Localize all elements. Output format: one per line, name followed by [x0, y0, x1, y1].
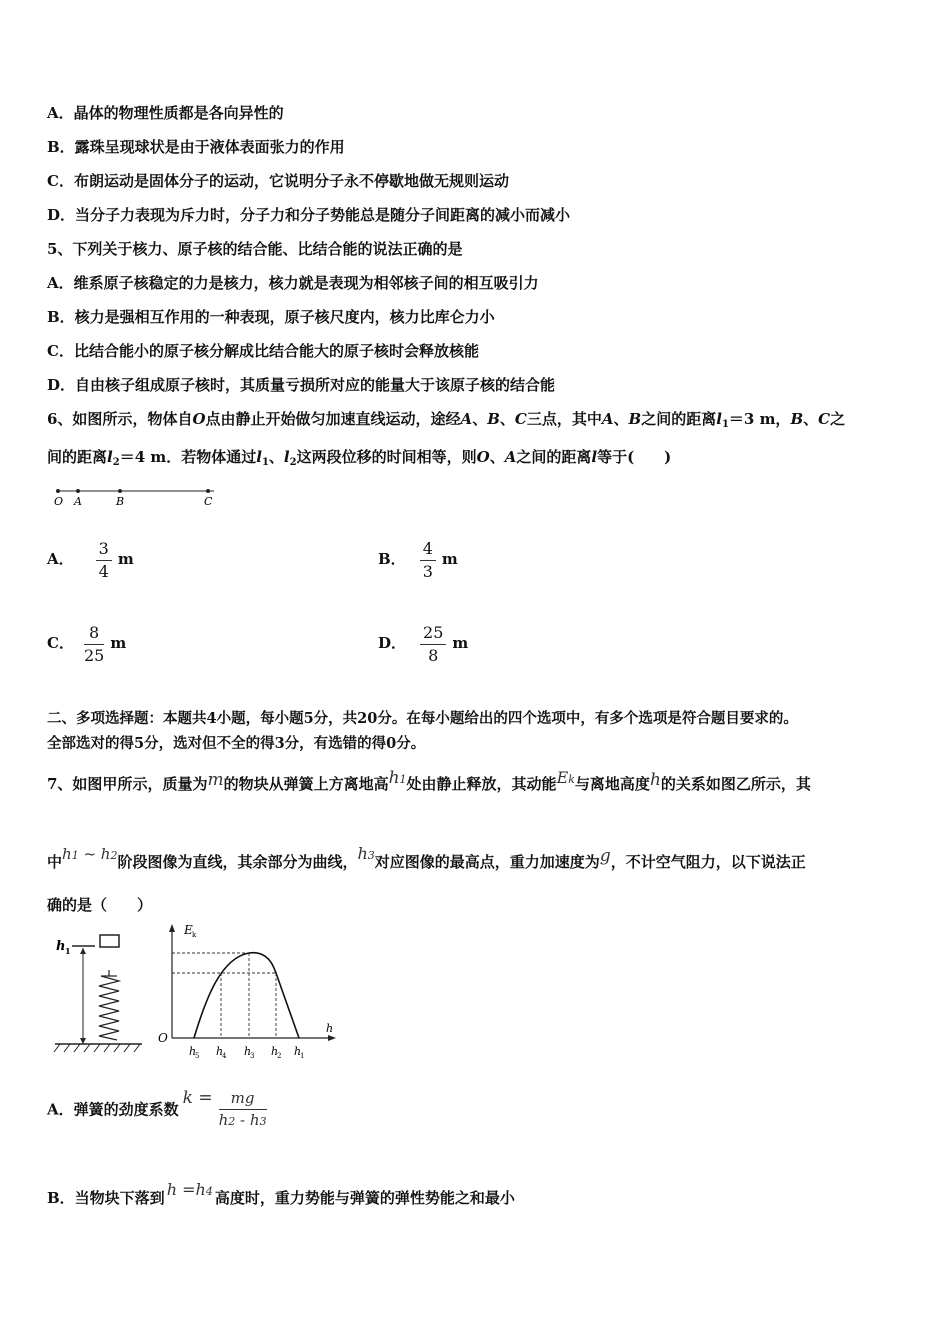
q4-option-a: A．晶体的物理性质都是各向异性的: [47, 104, 284, 122]
section2-line1: 二、多项选择题：本题共4小题，每小题5分，共20分。在每小题给出的四个选项中，有多个选项是符合题目要求的。: [47, 710, 798, 727]
q6-stem-line1: 6、如图所示，物体自O点由静止开始做匀加速直线运动，途经A、B、C三点，其中A、B之间的距离$l_1=3$ m，B、C之: [47, 410, 846, 430]
point-b: [118, 489, 122, 493]
q4-option-b: B．露珠呈现球状是由于液体表面张力的作用: [47, 138, 345, 156]
q4-option-d: D．当分子力表现为斥力时，分子力和分子势能总是随分子间距离的减小而减小: [47, 206, 571, 224]
origin-label: O: [158, 1031, 168, 1045]
label-b: B: [116, 495, 125, 508]
q6-option-a: A． $\frac{3}{4}$ m: [47, 539, 134, 581]
tick-h4: h: [216, 1045, 224, 1058]
label-o: O: [54, 495, 64, 508]
tick-h2: h: [271, 1045, 279, 1058]
q6-option-b: B． $\frac{4}{3}$ m: [378, 539, 458, 581]
svg-text:5: 5: [195, 1052, 200, 1060]
x-tick-labels: [189, 1045, 304, 1060]
q4-option-c: C．布朗运动是固体分子的运动，它说明分子永不停歇地做无规则运动: [47, 172, 509, 190]
q5-option-c: C．比结合能小的原子核分解成比结合能大的原子核时会释放核能: [47, 342, 479, 360]
q6-line-diagram: [46, 482, 226, 512]
svg-text:2: 2: [277, 1052, 282, 1060]
ek-curve: [194, 953, 299, 1038]
q7-option-a: A．弹簧的劲度系数k = $\frac{mg}{h2 - h3}$: [47, 1088, 267, 1129]
q6-option-d: D． $\frac{25}{8}$ m: [378, 623, 469, 665]
h1-sub: 1: [65, 946, 71, 956]
q6-option-c: C． $\frac{8}{25}$ m: [47, 623, 127, 665]
q7-spring-figure: [50, 926, 150, 1056]
q7-option-b: B．当物块下落到 h =h4 高度时，重力势能与弹簧的弹性势能之和最小: [47, 1180, 515, 1207]
label-c: C: [204, 495, 213, 508]
svg-text:k: k: [192, 931, 197, 939]
q5-option-a: A．维系原子核稳定的力是核力，核力就是表现为相邻核子间的相互吸引力: [47, 274, 539, 292]
point-o: [56, 489, 60, 493]
section2-line2: 全部选对的得5分，选对但不全的得3分，有选错的得0分。: [47, 735, 426, 752]
svg-text:3: 3: [250, 1052, 255, 1060]
block: [100, 935, 119, 947]
q7-ek-h-graph: [154, 918, 344, 1063]
q7-stem-line2: 中h1 ~ h2阶段图像为直线，其余部分为曲线，h3对应图像的最高点，重力加速度为g，不计空气阻力，以下说法正: [47, 844, 806, 871]
q6-stem-line2: 间的距离$l_2=4$ m．若物体通过$l_1$、$l_2$这两段位移的时间相等，则O、A之间的距离l等于( ): [47, 448, 672, 468]
point-c: [206, 489, 210, 493]
svg-text:4: 4: [222, 1052, 227, 1060]
y-axis-label: E: [184, 923, 193, 937]
tick-h3: h: [244, 1045, 252, 1058]
q7-stem-line1: 7、如图甲所示，质量为m的物块从弹簧上方离地高h1处由静止释放，其动能Ek与离地高度h的关系如图乙所示，其: [47, 768, 811, 793]
label-a: A: [74, 495, 82, 508]
q5-option-b: B．核力是强相互作用的一种表现，原子核尺度内，核力比库仑力小: [47, 308, 495, 326]
tick-h1: h: [294, 1045, 302, 1058]
q5-stem: 5、下列关于核力、原子核的结合能、比结合能的说法正确的是: [47, 240, 463, 258]
h1-label: h: [56, 939, 66, 954]
q5-option-d: D．自由核子组成原子核时，其质量亏损所对应的能量大于该原子核的结合能: [47, 376, 556, 394]
x-axis-label: h: [326, 1022, 334, 1035]
q7-stem-line3: 确的是（ ）: [47, 896, 153, 914]
point-a: [76, 489, 80, 493]
tick-h5: h: [189, 1045, 197, 1058]
svg-text:1: 1: [300, 1052, 305, 1060]
spring: [99, 970, 119, 1040]
